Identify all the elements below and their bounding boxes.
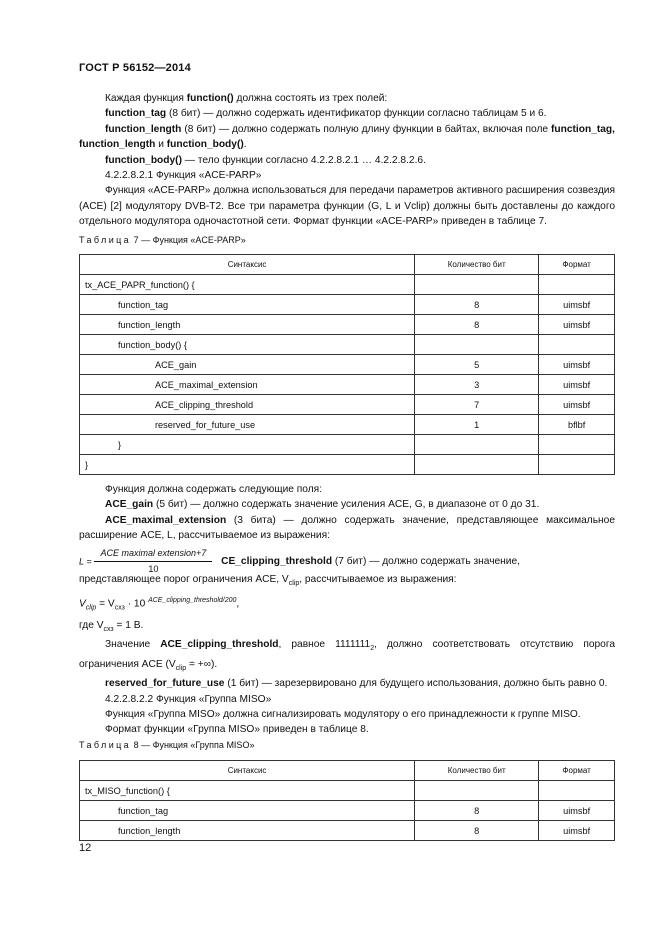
- where-line: где $V_{схз} = 1$ В.: [79, 619, 144, 633]
- table-row: function_tag 8 uimsbf: [80, 801, 615, 821]
- field-ace-maximal-extension: ACE_maximal_extension (3 бита) — должно содержать значение, представляющее максимальное расширение ACE, L, рассчитываемое из выражения:: [79, 514, 615, 542]
- table-row: function_length 8 uimsbf: [80, 315, 615, 335]
- field-ace-clipping-threshold: CE_clipping_threshold (7 бит) — должно содержать значение,: [221, 556, 520, 568]
- clip-line-2: представляющее порог ограничения ACE, $V_{clip}$, рассчитываемое из выражения:: [79, 573, 457, 587]
- field-ace-gain: ACE_gain (5 бит) — должно содержать значение усиления ACE, G, в диапазоне от 0 до 31.: [105, 499, 540, 511]
- intro-paragraph-3: function_length (8 бит) — должно содержать полную длину функции в байтах, включая поле function_tag, function_length и function_body().: [79, 123, 615, 151]
- table-row: function_tag 8 uimsbf: [80, 295, 615, 315]
- table-row: ACE_gain 5 uimsbf: [80, 355, 615, 375]
- intro-paragraph-4: function_body() — тело функции согласно 4.2.2.8.2.1 … 4.2.2.8.2.6.: [105, 154, 426, 166]
- intro-paragraph-1: Каждая функция function() должна состоять из трех полей:: [105, 93, 388, 104]
- table8: [79, 760, 615, 841]
- table-row: }: [80, 435, 615, 455]
- table8-caption: Таблица 8 — Функция «Группа MISO»: [79, 740, 255, 750]
- table-row: reserved_for_future_use 1 bflbf: [80, 415, 615, 435]
- intro-paragraph-6: Функция «ACE-PARP» должна использоваться для передачи параметров активного расширения созвездия (ACE) [2] модулятору DVB-T2. Все три параметра функции (G, L и Vclip) должны быть доставлены до каждого отдельного модулятора одночастотной сети. Формат функции «ACE-PARP» приведен в таблице 7.: [79, 185, 615, 228]
- miso-paragraph: Функция «Группа MISO» должна сигнализировать модулятору о его принадлежности к группе MISO.: [105, 709, 581, 721]
- formula-vclip: $V_{clip} = V_{схз} \cdot 10$ $^{ACE\_clipping\_threshold/200}$,: [79, 597, 240, 612]
- table-row: tx_ACE_PAPR_function() {: [80, 275, 615, 295]
- table-row: function_length 8 uimsbf: [80, 821, 615, 841]
- formula-L-line: [79, 546, 615, 575]
- table7: [79, 254, 615, 475]
- table-row: tx_MISO_function() {: [80, 781, 615, 801]
- table7-header-format: Формат: [539, 255, 615, 275]
- miso-format-paragraph: Формат функции «Группа MISO» приведен в таблице 8.: [105, 724, 369, 736]
- table7-header-syntax: Синтаксис: [80, 255, 415, 275]
- table7-caption: Таблица 7 — Функция «ACE-PARP»: [79, 235, 246, 245]
- fields-intro: Функция должна содержать следующие поля:: [105, 484, 323, 495]
- table-row: function_body() {: [80, 335, 615, 355]
- document-header: ГОСТ Р 56152—2014: [79, 62, 191, 74]
- fields-block: [79, 482, 615, 738]
- table-row: ACE_maximal_extension 3 uimsbf: [80, 375, 615, 395]
- table-row: }: [80, 455, 615, 475]
- table8-header-bits: Количество бит: [415, 761, 539, 781]
- intro-block: [79, 91, 615, 230]
- formula-L: L =: [79, 556, 92, 567]
- page-number: 12: [79, 842, 92, 854]
- table8-header-row: [80, 761, 615, 781]
- section-heading-miso: 4.2.2.8.2.2 Функция «Группа MISO»: [105, 693, 272, 705]
- formula-fraction: $\frac{\text{ACE maximal extension+7}}{10}$: [94, 546, 212, 578]
- field-reserved: reserved_for_future_use (1 бит) — зарезервировано для будущего использования, должно быть равно 0.: [105, 678, 608, 690]
- section-heading-ace-parp: 4.2.2.8.2.1 Функция «ACE-PARP»: [105, 170, 262, 182]
- note-paragraph: Значение ACE_clipping_threshold, равное $1111111_2$, должно соответствовать отсутствию порога ограничения ACE ($V_{clip}$ = +∞).: [79, 639, 615, 672]
- intro-paragraph-2: function_tag (8 бит) — должно содержать идентификатор функции согласно таблицам 5 и 6.: [105, 108, 547, 120]
- table8-header-syntax: Синтаксис: [80, 761, 415, 781]
- table8-header-format: Формат: [539, 761, 615, 781]
- table7-header-row: [80, 255, 615, 275]
- table-row: ACE_clipping_threshold 7 uimsbf: [80, 395, 615, 415]
- table7-header-bits: Количество бит: [415, 255, 539, 275]
